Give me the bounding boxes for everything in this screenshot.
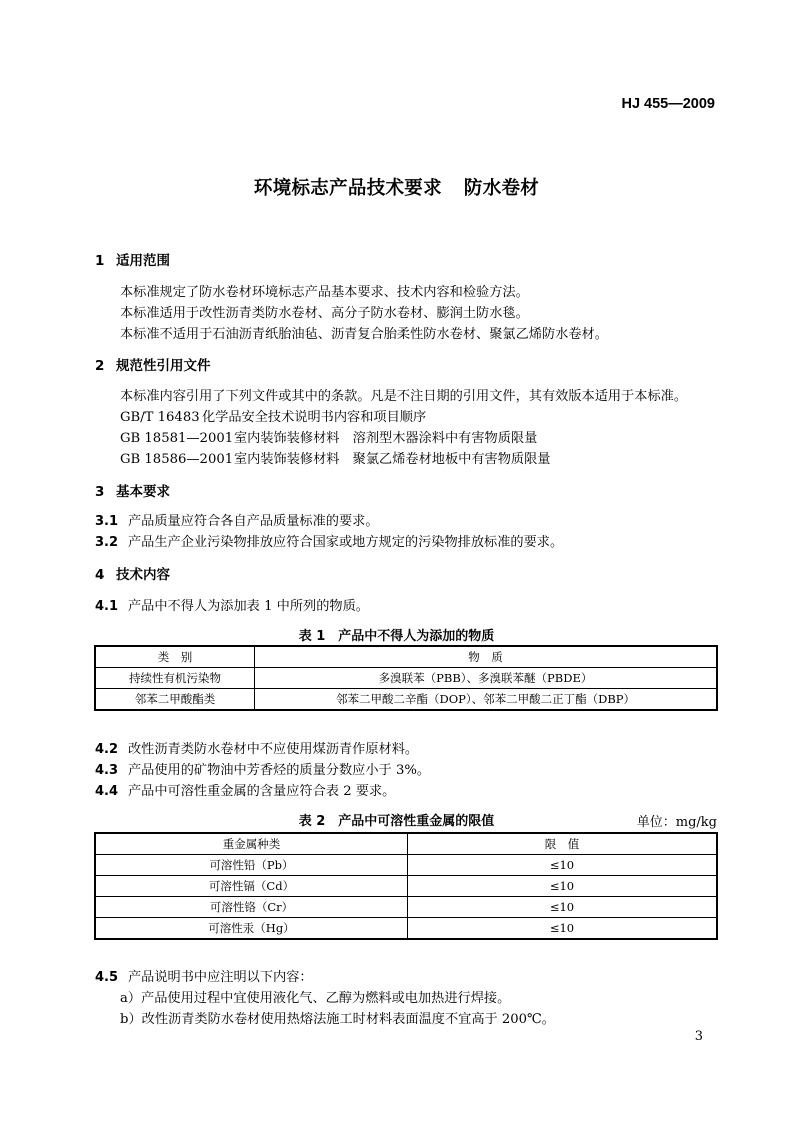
reference-name: 室内装饰装修材料 聚氯乙烯卷材地板中有害物质限量 [234, 452, 551, 467]
table-row [95, 876, 717, 897]
section-4-heading [95, 563, 170, 583]
clause-number: 3.2 [95, 535, 119, 550]
table-row [95, 668, 717, 689]
table-row [95, 689, 717, 711]
table-cell: 邻苯二甲酸二辛酯（DOP）、邻苯二甲酸二正丁酯（DBP） [255, 689, 718, 711]
section-3-heading [95, 480, 170, 500]
reference-item [120, 448, 551, 467]
section-number: 2 [95, 358, 105, 374]
table-header-row [95, 833, 717, 855]
table-cell: ≤10 [408, 855, 718, 876]
clause-number: 4.5 [95, 970, 119, 985]
section-number: 4 [95, 567, 105, 583]
section-title: 基本要求 [116, 484, 170, 500]
clause-text: 产品中可溶性重金属的含量应符合表 2 要求。 [128, 784, 396, 799]
paragraph: 本标准不适用于石油沥青纸胎油毡、沥青复合胎柔性防水卷材、聚氯乙烯防水卷材。 [120, 327, 608, 342]
clause-text: 产品质量应符合各自产品质量标准的要求。 [128, 514, 379, 529]
table-cell: 可溶性汞（Hg） [95, 918, 408, 940]
clause [95, 510, 379, 529]
table-row [95, 918, 717, 940]
reference-code: GB 18581—2001 [120, 431, 234, 446]
reference-code: GB/T 16483 [120, 410, 200, 425]
table-header-cell: 重金属种类 [95, 833, 408, 855]
table-cell: ≤10 [408, 876, 718, 897]
clause [95, 759, 430, 778]
list-item: a）产品使用过程中宜使用液化气、乙醇为燃料或电加热进行焊接。 [120, 991, 511, 1006]
section-1-heading [95, 249, 170, 269]
reference-item [120, 406, 426, 425]
table-2-caption: 表 2 产品中可溶性重金属的限值 [298, 814, 495, 829]
clause-number: 4.1 [95, 599, 119, 614]
reference-code: GB 18586—2001 [120, 452, 234, 467]
table-cell: 邻苯二甲酸酯类 [95, 689, 255, 711]
clause-text: 产品说明书中应注明以下内容： [128, 970, 313, 985]
section-number: 3 [95, 484, 105, 500]
title-part1: 环境标志产品技术要求 [253, 178, 442, 199]
title-part2: 防水卷材 [463, 178, 540, 199]
clause [95, 531, 563, 550]
table-header-row [95, 646, 717, 668]
clause-number: 4.2 [95, 742, 119, 757]
table-cell: 可溶性铬（Cr） [95, 897, 408, 918]
clause-number: 3.1 [95, 514, 119, 529]
clause [95, 595, 369, 614]
clause-text: 产品生产企业污染物排放应符合国家或地方规定的污染物排放标准的要求。 [128, 535, 564, 550]
table-row [95, 897, 717, 918]
table-2-unit: 单位：mg/kg [636, 815, 717, 830]
table-cell: ≤10 [408, 897, 718, 918]
clause-text: 产品使用的矿物油中芳香烃的质量分数应小于 3%。 [128, 763, 431, 778]
table-cell: 多溴联苯（PBB）、多溴联苯醚（PBDE） [255, 668, 718, 689]
section-title: 规范性引用文件 [116, 358, 211, 374]
reference-name: 化学品安全技术说明书内容和项目顺序 [202, 410, 427, 425]
table-header-cell: 限 值 [408, 833, 718, 855]
table-header-cell: 物 质 [255, 646, 718, 668]
table-cell: 可溶性铅（Pb） [95, 855, 408, 876]
section-number: 1 [95, 253, 105, 269]
clause-number: 4.4 [95, 784, 119, 799]
table-cell: ≤10 [408, 918, 718, 940]
clause-number: 4.3 [95, 763, 119, 778]
table-header-cell: 类 别 [95, 646, 255, 668]
page-number: 3 [694, 1029, 703, 1044]
table-1 [94, 645, 718, 711]
section-title: 技术内容 [116, 567, 170, 583]
clause [95, 966, 313, 985]
list-item: b）改性沥青类防水卷材使用热熔法施工时材料表面温度不宜高于 200℃。 [120, 1012, 555, 1027]
table-2 [94, 832, 718, 940]
section-title: 适用范围 [116, 253, 170, 269]
clause [95, 780, 395, 799]
table-cell: 持续性有机污染物 [95, 668, 255, 689]
section-2-heading [95, 354, 211, 374]
document-title [0, 174, 793, 200]
paragraph: 本标准规定了防水卷材环境标志产品基本要求、技术内容和检验方法。 [120, 285, 529, 300]
reference-name: 室内装饰装修材料 溶剂型木器涂料中有害物质限量 [234, 431, 538, 446]
paragraph: 本标准内容引用了下列文件或其中的条款。凡是不注日期的引用文件，其有效版本适用于本标准。 [120, 389, 688, 404]
paragraph: 本标准适用于改性沥青类防水卷材、高分子防水卷材、膨润土防水毯。 [120, 306, 529, 321]
clause-text: 产品中不得人为添加表 1 中所列的物质。 [128, 599, 369, 614]
table-1-caption: 表 1 产品中不得人为添加的物质 [298, 629, 495, 644]
reference-item [120, 427, 537, 446]
table-cell: 可溶性镉（Cd） [95, 876, 408, 897]
clause [95, 738, 418, 757]
table-row [95, 855, 717, 876]
standard-number: HJ 455—2009 [621, 96, 715, 112]
clause-text: 改性沥青类防水卷材中不应使用煤沥青作原材料。 [128, 742, 419, 757]
